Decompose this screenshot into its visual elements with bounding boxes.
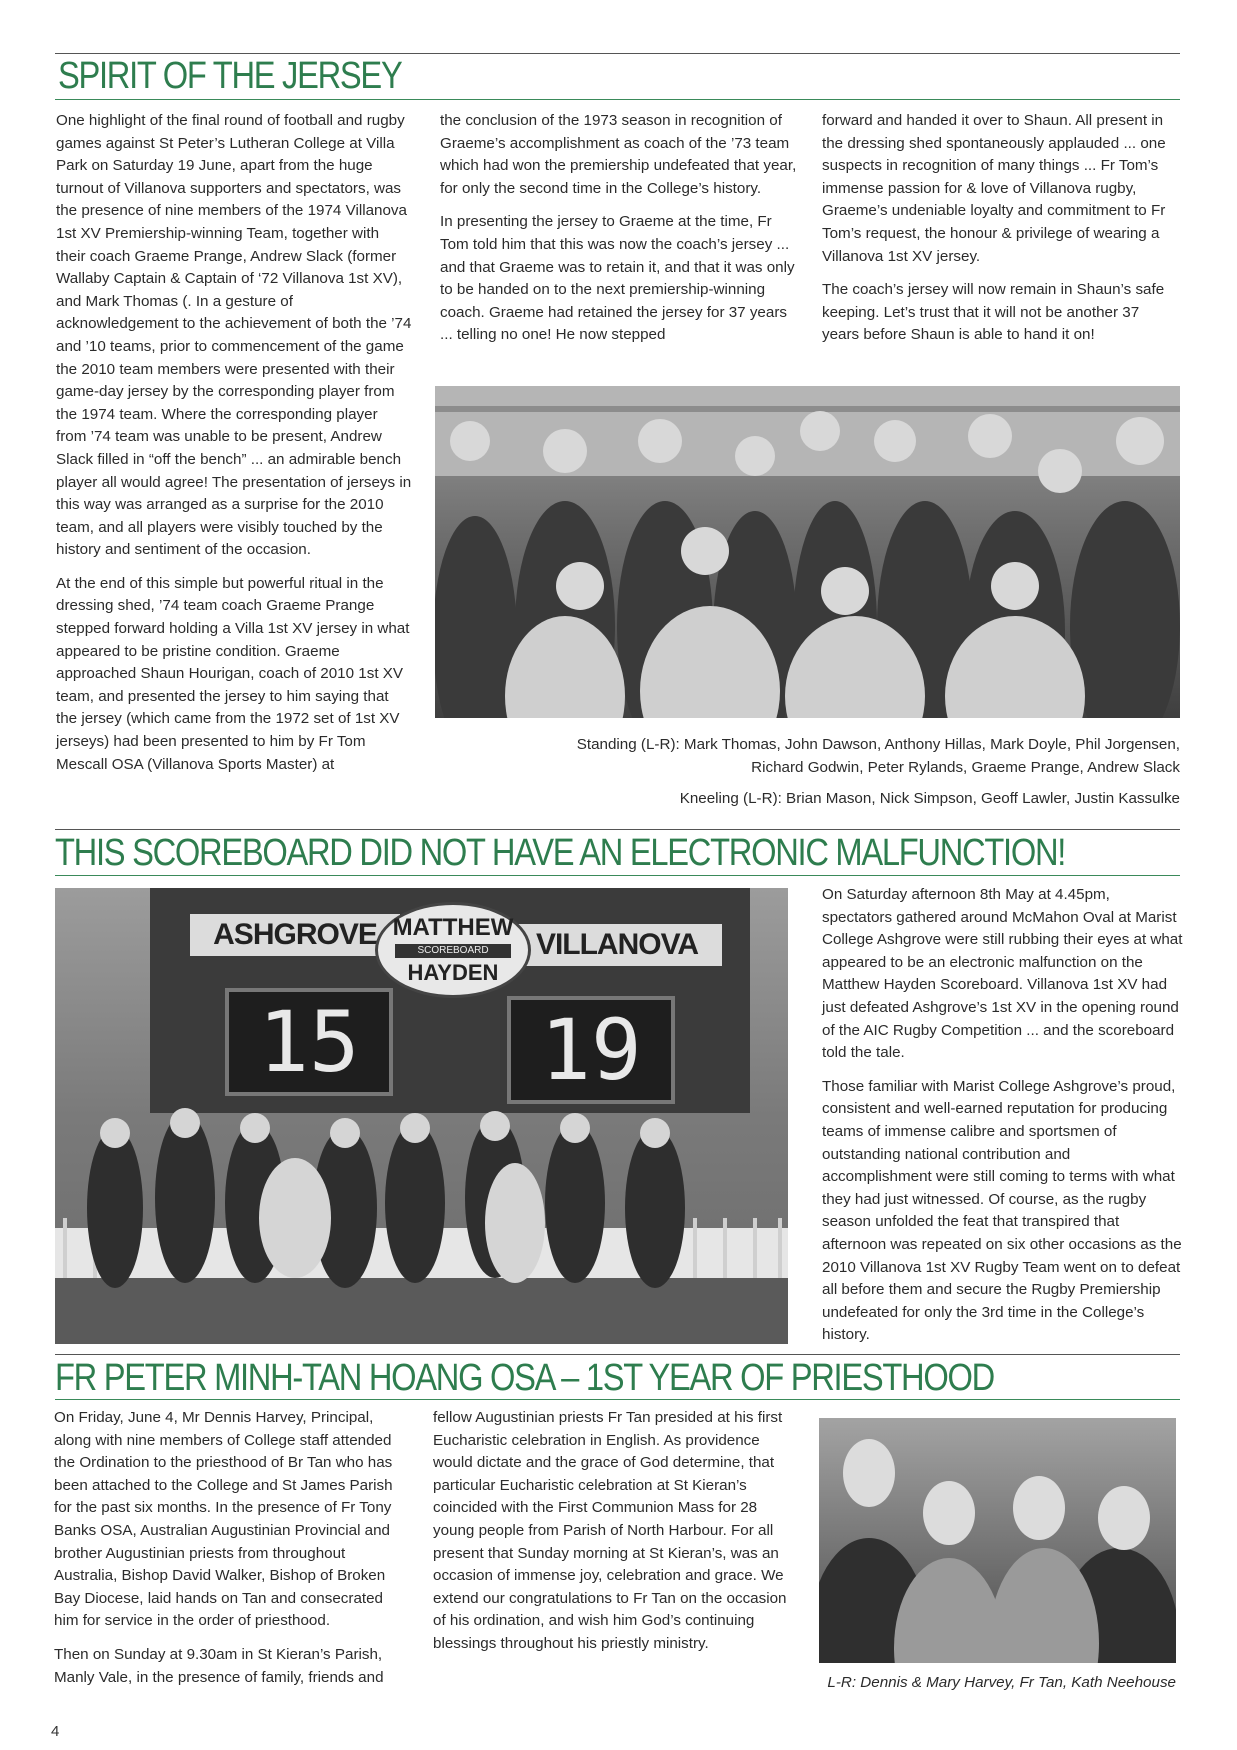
team-photo xyxy=(435,386,1180,718)
away-team-label: VILLANOVA xyxy=(512,924,722,966)
paragraph: the conclusion of the 1973 season in recognition of Graeme’s accomplishment as coach of the ’73 team which had won the premiership undefeated that year, for only the second time in the College’s history. xyxy=(440,112,797,197)
home-team-label: ASHGROVE xyxy=(190,914,400,956)
paragraph: On Friday, June 4, Mr Dennis Harvey, Principal, along with nine members of College staff attended the Ordination to the priesthood of Br Tan who has been attached to the College and St James Parish for the past six months. In the presence of Fr Tony Banks OSA, Australian Augustinian Provincial and brother Augustinian priests from throughout Australia, Bishop David Walker, Bishop of Broken Bay Diocese, laid hands on Tan and consecrated him for service in the order of priesthood. xyxy=(54,1409,393,1630)
section-rule xyxy=(55,875,1180,876)
section-title-spirit: SPIRIT OF THE JERSEY xyxy=(58,55,402,97)
spirit-column-2 xyxy=(440,110,798,358)
paragraph: One highlight of the final round of football and rugby games against St Peter’s Lutheran College at Villa Park on Saturday 19 June, apart from the huge turnout of Villanova supporters and spectators, was the presence of nine members of the 1974 Villanova 1st XV Premiership-winning Team, together with their coach Graeme Prange, Andrew Slack (former Wallaby Captain & Captain of ‘72 Villanova 1st XV), and Mark Thomas (. In a gesture of acknowledgement to the achievement of both the ’74 and ’10 teams, prior to commencement of the game the 2010 team members were presented with their game-day jersey by the corresponding player from the 1974 team. Where the corresponding player from ’74 team was unable to be present, Andrew Slack filled in “off the bench” ... an admirable bench player all would agree! The presentation of jerseys in this way was arranged as a surprise for the 2010 team, and all players were visibly touched by the history and sentiment of the occasion. xyxy=(56,112,412,559)
scoreboard-column xyxy=(822,884,1184,1358)
paragraph: The coach’s jersey will now remain in Shaun’s safe keeping. Let’s trust that it will not be another 37 years before Shaun is able to hand it on! xyxy=(822,281,1165,344)
spirit-column-1 xyxy=(56,110,412,787)
section-rule-top xyxy=(55,829,1180,830)
section-rule xyxy=(55,1399,1180,1400)
sponsor-mid-text: SCOREBOARD xyxy=(395,944,511,958)
priesthood-column-2 xyxy=(433,1407,797,1667)
ordination-figures xyxy=(819,1418,1176,1663)
paragraph: fellow Augustinian priests Fr Tan presided at his first Eucharistic celebration in English. As providence would dictate and the grace of God determine, that particular Eucharistic celebration at St Kieran’s coincided with the First Communion Mass for 28 young people from Parish of North Harbour. For all present that Sunday morning at St Kieran’s, was an occasion of immense joy, celebration and grace. We extend our congratulations to Fr Tan on the occasion of his ordination, and wish him God’s continuing blessings throughout his priestly ministry. xyxy=(433,1409,787,1652)
paragraph: In presenting the jersey to Graeme at the time, Fr Tom told him that this was now the coach’s jersey ... and that Graeme was to retain it, and that it was only to be handed on to the next premiership-winning coach. Graeme had retained the jersey for 37 years ... telling no one! He now stepped xyxy=(440,213,795,344)
caption-standing-cont: Richard Godwin, Peter Rylands, Graeme Prange, Andrew Slack xyxy=(751,758,1180,776)
sponsor-bottom-text: HAYDEN xyxy=(407,960,499,985)
sponsor-top-text: MATTHEW xyxy=(392,914,514,941)
spirit-column-3 xyxy=(822,110,1180,358)
page-number: 4 xyxy=(51,1723,60,1740)
paragraph: On Saturday afternoon 8th May at 4.45pm, spectators gathered around McMahon Oval at Marist College Ashgrove were still rubbing their eyes at what appeared to be an electronic malfunction on the Matthew Hayden Scoreboard. Villanova 1st XV had just defeated Ashgrove’s 1st XV in the opening round of the AIC Rugby Competition ... and the scoreboard told the tale. xyxy=(822,886,1183,1062)
paragraph: At the end of this simple but powerful ritual in the dressing shed, ’74 team coach Graeme Prange stepped forward holding a Villa 1st XV jersey in what appeared to be pristine condition. Graeme approached Shaun Hourigan, coach of 2010 1st XV team, and presented the jersey to him saying that the jersey (which came from the 1972 set of 1st XV jerseys) had been presented to him by Fr Tom Mescall OSA (Villanova Sports Master) at xyxy=(56,574,410,773)
team-photo-caption xyxy=(435,734,1180,811)
home-score: 15 xyxy=(225,988,393,1096)
paragraph: forward and handed it over to Shaun. All present in the dressing shed spontaneously applauded ... one suspects in recognition of many things ... Fr Tom’s immense passion for & love of Villanova rugby, Graeme’s undeniable loyalty and commitment to Fr Tom’s request, the honour & privilege of wearing a Villanova 1st XV jersey. xyxy=(822,112,1166,265)
section-title-priesthood: FR PETER MINH-TAN HOANG OSA – 1ST YEAR OF PRIESTHOOD xyxy=(55,1357,994,1399)
caption-standing: Standing (L-R): Mark Thomas, John Dawson, Anthony Hillas, Mark Doyle, Phil Jorgensen, xyxy=(576,736,1180,753)
scoreboard-photo xyxy=(55,888,788,1344)
team-photo-figures xyxy=(435,386,1180,718)
away-score: 19 xyxy=(507,996,675,1104)
priesthood-column-1 xyxy=(54,1407,410,1700)
caption-kneeling: Kneeling (L-R): Brian Mason, Nick Simpson, Geoff Lawler, Justin Kassulke xyxy=(679,790,1180,808)
ordination-caption: L-R: Dennis & Mary Harvey, Fr Tan, Kath Neehouse xyxy=(827,1674,1176,1691)
section-title-scoreboard: THIS SCOREBOARD DID NOT HAVE AN ELECTRONIC MALFUNCTION! xyxy=(55,832,1066,874)
paragraph: Those familiar with Marist College Ashgrove’s proud, consistent and well-earned reputation for producing teams of immense calibre and sportsmen of outstanding national contribution and accomplishment were still coming to terms with what they had just witnessed. Of course, as the rugby season unfolded the feat that transpired that afternoon was repeated on six other occasions as the 2010 Villanova 1st XV Rugby Team went on to defeat all before them and secure the Rugby Premiership undefeated for only the 3rd time in the College’s history. xyxy=(822,1077,1182,1344)
top-rule xyxy=(55,53,1180,54)
section-rule xyxy=(55,99,1180,100)
paragraph: Then on Sunday at 9.30am in St Kieran’s Parish, Manly Vale, in the presence of family, friends and xyxy=(54,1645,384,1686)
ordination-photo xyxy=(819,1418,1176,1663)
section-rule-top xyxy=(55,1354,1180,1355)
players-silhouettes xyxy=(55,1098,788,1344)
